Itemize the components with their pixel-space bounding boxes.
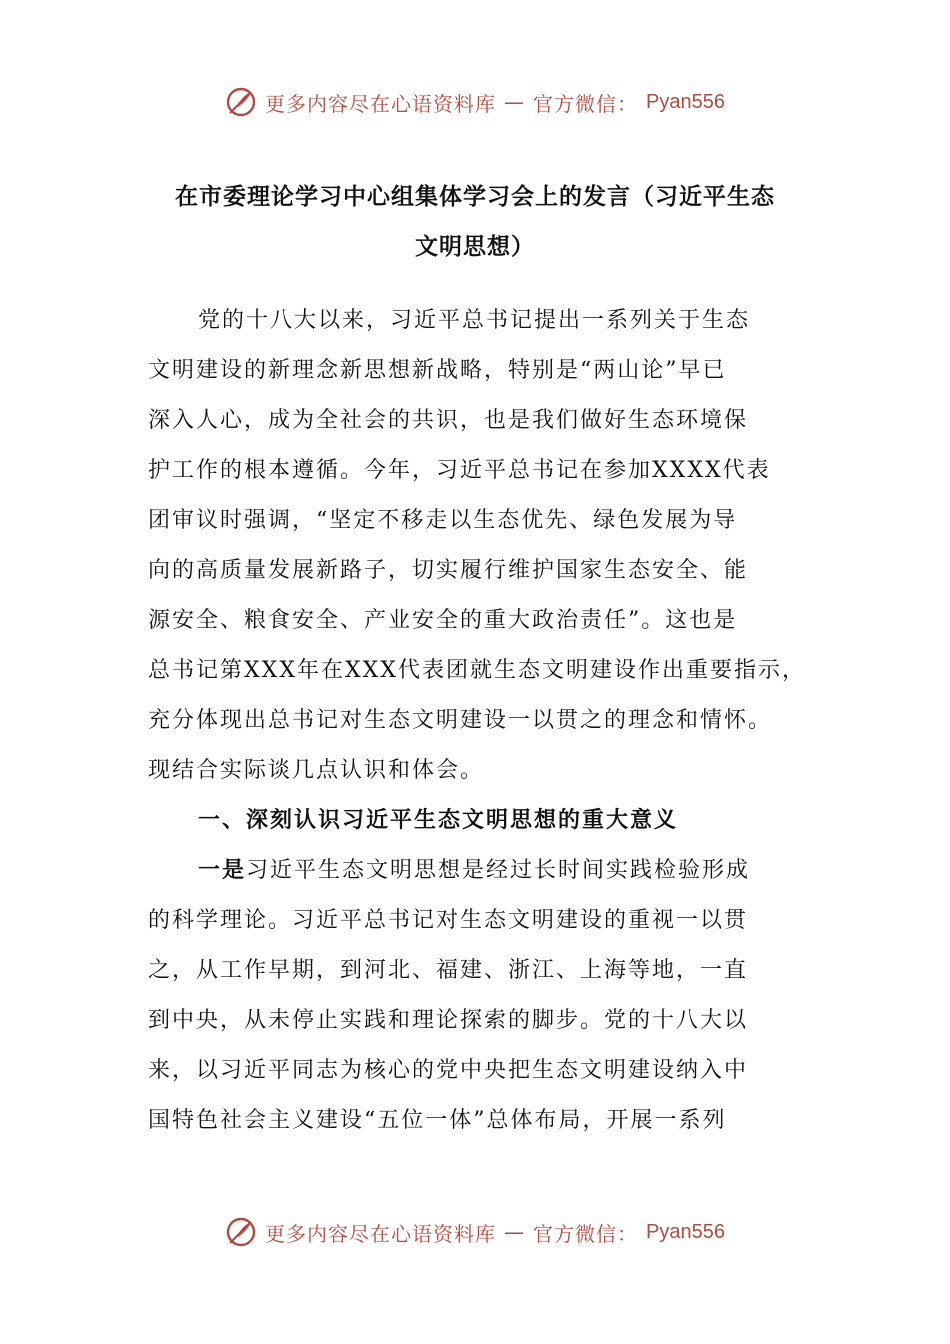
paragraph-1-line: 源安全、粮食安全、产业安全的重大政治责任”。这也是 [148, 608, 738, 633]
title-line-2: 文明思想） [415, 234, 535, 260]
watermark-wechat-label: 官方微信： [533, 1221, 639, 1246]
paragraph-1-line: 党的十八大以来，习近平总书记提出一系列关于生态 [198, 308, 751, 333]
paragraph-2-line: 来，以习近平同志为核心的党中央把生态文明建设纳入中 [148, 1058, 749, 1083]
watermark-separator: — [504, 1220, 526, 1244]
paragraph-2-line: 的科学理论。习近平总书记对生态文明建设的重视一以贯 [148, 908, 749, 933]
document-body [148, 296, 838, 1146]
paragraph-2-line: 到中央，从未停止实践和理论探索的脚步。党的十八大以 [148, 1008, 749, 1033]
paragraph-2-line: 之，从工作早期，到河北、福建、浙江、上海等地，一直 [148, 958, 749, 983]
title-line-1: 在市委理论学习中心组集体学习会上的发言（习近平生态 [175, 184, 775, 210]
watermark-wechat-label: 官方微信： [533, 91, 639, 116]
paragraph-1-line: 充分体现出总书记对生态文明建设一以贯之的理念和情怀。 [148, 708, 773, 733]
quill-logo-icon [225, 86, 257, 118]
paragraph-2-line [148, 846, 838, 896]
footer-watermark [0, 1212, 950, 1252]
document-title [120, 172, 830, 272]
paragraph-1-line: 文明建设的新理念新思想新战略，特别是“两山论”早已 [148, 358, 727, 383]
watermark-separator: — [504, 90, 526, 114]
paragraph-1-line: 总书记第XXX年在XXX代表团就生态文明建设作出重要指示， [148, 658, 806, 683]
paragraph-2-lead: 一是 [198, 858, 247, 883]
section-heading-1: 一、深刻认识习近平生态文明思想的重大意义 [198, 808, 679, 833]
watermark-wechat-id: Pyan556 [646, 1220, 725, 1243]
paragraph-1-line: 向的高质量发展新路子，切实履行维护国家生态安全、能 [148, 558, 749, 583]
paragraph-1-line: 护工作的根本遵循。今年，习近平总书记在参加XXXX代表 [148, 458, 771, 483]
paragraph-2-line: 国特色社会主义建设“五位一体”总体布局，开展一系列 [148, 1108, 727, 1133]
paragraph-1-line: 深入人心，成为全社会的共识，也是我们做好生态环境保 [148, 408, 749, 433]
header-watermark [0, 82, 950, 122]
paragraph-1-line: 现结合实际谈几点认识和体会。 [148, 758, 485, 783]
quill-logo-icon [225, 1216, 257, 1248]
paragraph-2-first-rest: 习近平生态文明思想是经过长时间实践检验形成 [246, 858, 751, 883]
watermark-text: 更多内容尽在心语资料库 [265, 1221, 497, 1246]
watermark-text: 更多内容尽在心语资料库 [265, 91, 497, 116]
watermark-wechat-id: Pyan556 [646, 90, 725, 113]
paragraph-1-line: 团审议时强调，“坚定不移走以生态优先、绿色发展为导 [148, 508, 738, 533]
